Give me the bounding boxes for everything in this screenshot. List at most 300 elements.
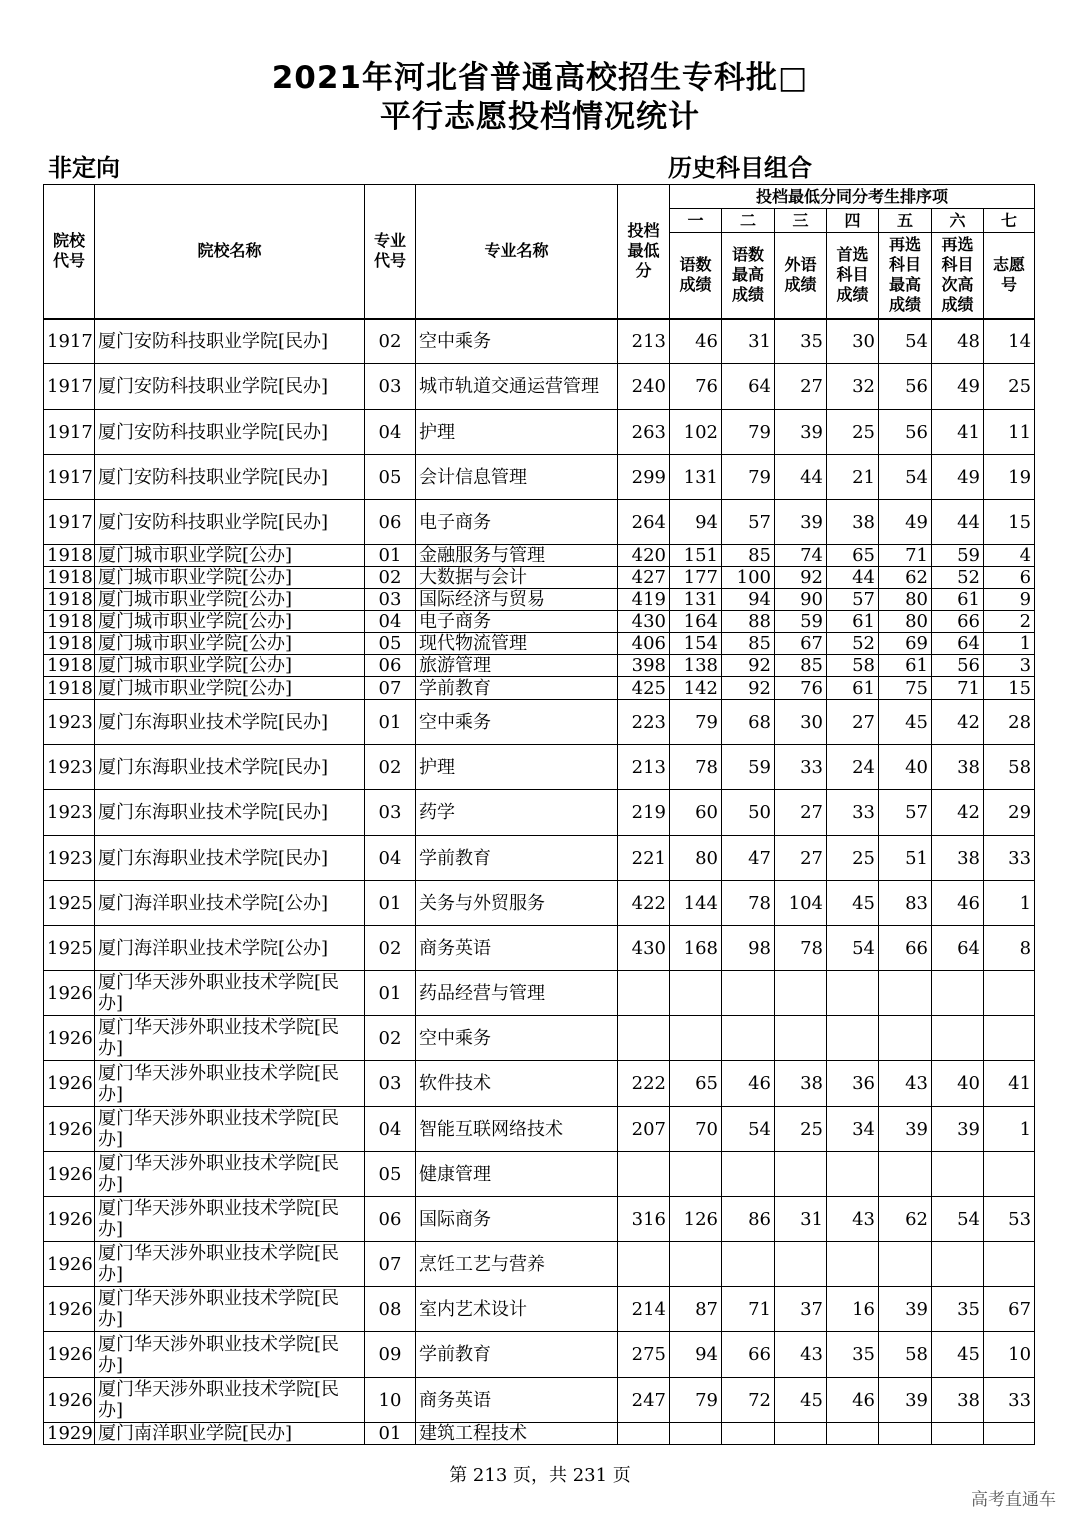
- second-subject-next-cell: 49: [932, 455, 984, 500]
- header-school-code: 院校代号: [44, 185, 95, 319]
- chinese-math-score-cell: 142: [670, 677, 722, 700]
- header-sort-number: 六: [932, 209, 984, 233]
- second-subject-max-cell: 62: [879, 1197, 932, 1242]
- major-name-cell: 护理: [416, 410, 618, 455]
- min-score-cell: 422: [618, 881, 670, 926]
- school-code-cell: 1929: [44, 1423, 95, 1445]
- foreign-language-cell: 74: [775, 545, 827, 567]
- school-code-cell: 1918: [44, 589, 95, 611]
- chinese-math-max-cell: [722, 1423, 775, 1445]
- first-subject-cell: 36: [827, 1061, 879, 1107]
- school-code-cell: 1926: [44, 1242, 95, 1287]
- foreign-language-cell: 92: [775, 567, 827, 589]
- chinese-math-score-cell: 102: [670, 410, 722, 455]
- major-name-cell: 电子商务: [416, 611, 618, 633]
- second-subject-next-cell: 71: [932, 677, 984, 700]
- school-code-cell: 1926: [44, 1332, 95, 1378]
- preference-number-cell: 9: [984, 589, 1035, 611]
- major-code-cell: 06: [365, 1197, 416, 1242]
- chinese-math-score-cell: 164: [670, 611, 722, 633]
- chinese-math-max-cell: [722, 971, 775, 1016]
- second-subject-next-cell: 41: [932, 410, 984, 455]
- major-code-cell: 05: [365, 1152, 416, 1197]
- chinese-math-max-cell: 46: [722, 1061, 775, 1107]
- min-score-cell: [618, 1016, 670, 1061]
- second-subject-next-cell: 49: [932, 364, 984, 410]
- chinese-math-max-cell: 57: [722, 500, 775, 545]
- school-code-cell: 1917: [44, 455, 95, 500]
- school-code-cell: 1917: [44, 319, 95, 364]
- second-subject-max-cell: [879, 1016, 932, 1061]
- first-subject-cell: [827, 1423, 879, 1445]
- min-score-cell: 430: [618, 611, 670, 633]
- header-sort-number: 五: [879, 209, 932, 233]
- second-subject-next-cell: [932, 1423, 984, 1445]
- major-code-cell: 04: [365, 836, 416, 881]
- foreign-language-cell: 37: [775, 1287, 827, 1332]
- major-name-cell: 会计信息管理: [416, 455, 618, 500]
- school-name-cell: 厦门华天涉外职业技术学院[民办]: [95, 1016, 365, 1061]
- second-subject-next-cell: 39: [932, 1107, 984, 1152]
- major-code-cell: 09: [365, 1332, 416, 1378]
- preference-number-cell: 25: [984, 364, 1035, 410]
- chinese-math-score-cell: 151: [670, 545, 722, 567]
- major-name-cell: 药学: [416, 790, 618, 836]
- second-subject-next-cell: 42: [932, 700, 984, 745]
- foreign-language-cell: 104: [775, 881, 827, 926]
- first-subject-cell: 24: [827, 745, 879, 790]
- school-name-cell: 厦门城市职业学院[公办]: [95, 655, 365, 677]
- header-major-name: 专业名称: [416, 185, 618, 319]
- min-score-cell: 219: [618, 790, 670, 836]
- school-name-cell: 厦门城市职业学院[公办]: [95, 589, 365, 611]
- min-score-cell: 275: [618, 1332, 670, 1378]
- second-subject-next-cell: 35: [932, 1287, 984, 1332]
- table-row: [44, 926, 1035, 971]
- second-subject-max-cell: 54: [879, 455, 932, 500]
- chinese-math-score-cell: 131: [670, 455, 722, 500]
- major-name-cell: 建筑工程技术: [416, 1423, 618, 1445]
- first-subject-cell: 21: [827, 455, 879, 500]
- chinese-math-score-cell: 79: [670, 700, 722, 745]
- major-code-cell: 01: [365, 545, 416, 567]
- major-code-cell: 04: [365, 1107, 416, 1152]
- second-subject-max-cell: 83: [879, 881, 932, 926]
- min-score-cell: 223: [618, 700, 670, 745]
- foreign-language-cell: 45: [775, 1378, 827, 1423]
- table-row: [44, 319, 1035, 364]
- first-subject-cell: 65: [827, 545, 879, 567]
- second-subject-max-cell: 61: [879, 655, 932, 677]
- subject-combination-label: 历史科目组合: [668, 154, 812, 182]
- chinese-math-max-cell: 85: [722, 633, 775, 655]
- school-name-cell: 厦门华天涉外职业技术学院[民办]: [95, 1152, 365, 1197]
- table-row: [44, 1107, 1035, 1152]
- school-name-cell: 厦门东海职业技术学院[民办]: [95, 700, 365, 745]
- major-name-cell: 室内艺术设计: [416, 1287, 618, 1332]
- school-code-cell: 1926: [44, 1287, 95, 1332]
- first-subject-cell: 34: [827, 1107, 879, 1152]
- school-code-cell: 1923: [44, 836, 95, 881]
- header-min-score: 投档最低分: [618, 185, 670, 319]
- major-name-cell: 现代物流管理: [416, 633, 618, 655]
- chinese-math-max-cell: 31: [722, 319, 775, 364]
- major-name-cell: 国际商务: [416, 1197, 618, 1242]
- major-code-cell: 05: [365, 455, 416, 500]
- school-name-cell: 厦门华天涉外职业技术学院[民办]: [95, 1242, 365, 1287]
- first-subject-cell: [827, 971, 879, 1016]
- school-code-cell: 1918: [44, 633, 95, 655]
- table-row: [44, 589, 1035, 611]
- second-subject-next-cell: 66: [932, 611, 984, 633]
- school-name-cell: 厦门华天涉外职业技术学院[民办]: [95, 1107, 365, 1152]
- first-subject-cell: 30: [827, 319, 879, 364]
- page-footer: 第 213 页，共 231 页: [449, 1465, 631, 1486]
- header-sort-item: 志愿号: [984, 233, 1035, 319]
- major-name-cell: 商务英语: [416, 926, 618, 971]
- first-subject-cell: 46: [827, 1378, 879, 1423]
- first-subject-cell: 27: [827, 700, 879, 745]
- first-subject-cell: 25: [827, 836, 879, 881]
- min-score-cell: 264: [618, 500, 670, 545]
- header-sort-number: 三: [775, 209, 827, 233]
- school-name-cell: 厦门安防科技职业学院[民办]: [95, 410, 365, 455]
- chinese-math-score-cell: 126: [670, 1197, 722, 1242]
- foreign-language-cell: 27: [775, 790, 827, 836]
- chinese-math-score-cell: 76: [670, 364, 722, 410]
- table-row: [44, 1197, 1035, 1242]
- second-subject-next-cell: 48: [932, 319, 984, 364]
- preference-number-cell: 53: [984, 1197, 1035, 1242]
- preference-number-cell: 67: [984, 1287, 1035, 1332]
- school-code-cell: 1925: [44, 881, 95, 926]
- foreign-language-cell: 67: [775, 633, 827, 655]
- foreign-language-cell: 76: [775, 677, 827, 700]
- major-name-cell: 旅游管理: [416, 655, 618, 677]
- school-name-cell: 厦门海洋职业技术学院[公办]: [95, 881, 365, 926]
- second-subject-next-cell: 64: [932, 633, 984, 655]
- second-subject-next-cell: 56: [932, 655, 984, 677]
- first-subject-cell: [827, 1152, 879, 1197]
- second-subject-next-cell: 38: [932, 745, 984, 790]
- chinese-math-max-cell: 47: [722, 836, 775, 881]
- major-name-cell: 护理: [416, 745, 618, 790]
- school-name-cell: 厦门安防科技职业学院[民办]: [95, 500, 365, 545]
- preference-number-cell: 58: [984, 745, 1035, 790]
- first-subject-cell: 32: [827, 364, 879, 410]
- chinese-math-max-cell: 94: [722, 589, 775, 611]
- preference-number-cell: 10: [984, 1332, 1035, 1378]
- header-sort-number: 七: [984, 209, 1035, 233]
- first-subject-cell: 61: [827, 611, 879, 633]
- second-subject-max-cell: 40: [879, 745, 932, 790]
- foreign-language-cell: 85: [775, 655, 827, 677]
- school-code-cell: 1925: [44, 926, 95, 971]
- major-name-cell: 药品经营与管理: [416, 971, 618, 1016]
- second-subject-max-cell: 80: [879, 589, 932, 611]
- chinese-math-score-cell: [670, 971, 722, 1016]
- school-name-cell: 厦门安防科技职业学院[民办]: [95, 319, 365, 364]
- second-subject-next-cell: 64: [932, 926, 984, 971]
- plan-type-label: 非定向: [48, 154, 120, 182]
- second-subject-max-cell: 39: [879, 1107, 932, 1152]
- second-subject-next-cell: 52: [932, 567, 984, 589]
- preference-number-cell: 11: [984, 410, 1035, 455]
- school-code-cell: 1926: [44, 1107, 95, 1152]
- major-name-cell: 空中乘务: [416, 319, 618, 364]
- chinese-math-max-cell: 79: [722, 410, 775, 455]
- second-subject-max-cell: 56: [879, 410, 932, 455]
- min-score-cell: [618, 971, 670, 1016]
- major-name-cell: 空中乘务: [416, 1016, 618, 1061]
- chinese-math-max-cell: 72: [722, 1378, 775, 1423]
- second-subject-next-cell: 38: [932, 1378, 984, 1423]
- chinese-math-max-cell: [722, 1152, 775, 1197]
- school-name-cell: 厦门华天涉外职业技术学院[民办]: [95, 1378, 365, 1423]
- preference-number-cell: 2: [984, 611, 1035, 633]
- foreign-language-cell: 33: [775, 745, 827, 790]
- preference-number-cell: [984, 1152, 1035, 1197]
- major-code-cell: 02: [365, 319, 416, 364]
- second-subject-next-cell: [932, 1016, 984, 1061]
- chinese-math-max-cell: 50: [722, 790, 775, 836]
- school-code-cell: 1926: [44, 1061, 95, 1107]
- school-name-cell: 厦门城市职业学院[公办]: [95, 611, 365, 633]
- first-subject-cell: 54: [827, 926, 879, 971]
- second-subject-max-cell: 39: [879, 1378, 932, 1423]
- table-row: [44, 1423, 1035, 1445]
- school-name-cell: 厦门城市职业学院[公办]: [95, 545, 365, 567]
- preference-number-cell: 1: [984, 1107, 1035, 1152]
- foreign-language-cell: 39: [775, 500, 827, 545]
- second-subject-max-cell: 39: [879, 1287, 932, 1332]
- chinese-math-score-cell: 94: [670, 1332, 722, 1378]
- table-row: [44, 1061, 1035, 1107]
- school-code-cell: 1918: [44, 655, 95, 677]
- watermark: 高考直通车: [971, 1490, 1056, 1510]
- foreign-language-cell: [775, 1423, 827, 1445]
- school-code-cell: 1917: [44, 410, 95, 455]
- chinese-math-max-cell: 54: [722, 1107, 775, 1152]
- school-name-cell: 厦门城市职业学院[公办]: [95, 633, 365, 655]
- table-row: [44, 545, 1035, 567]
- major-code-cell: 04: [365, 410, 416, 455]
- major-code-cell: 01: [365, 700, 416, 745]
- preference-number-cell: 1: [984, 633, 1035, 655]
- chinese-math-score-cell: 46: [670, 319, 722, 364]
- foreign-language-cell: 25: [775, 1107, 827, 1152]
- table-row: [44, 455, 1035, 500]
- min-score-cell: 213: [618, 319, 670, 364]
- chinese-math-max-cell: [722, 1242, 775, 1287]
- first-subject-cell: [827, 1016, 879, 1061]
- foreign-language-cell: 43: [775, 1332, 827, 1378]
- first-subject-cell: 52: [827, 633, 879, 655]
- first-subject-cell: 43: [827, 1197, 879, 1242]
- table-row: [44, 567, 1035, 589]
- major-name-cell: 大数据与会计: [416, 567, 618, 589]
- table-row: [44, 1152, 1035, 1197]
- min-score-cell: 263: [618, 410, 670, 455]
- first-subject-cell: 33: [827, 790, 879, 836]
- chinese-math-max-cell: 79: [722, 455, 775, 500]
- school-code-cell: 1923: [44, 745, 95, 790]
- header-school-name: 院校名称: [95, 185, 365, 319]
- major-name-cell: 烹饪工艺与营养: [416, 1242, 618, 1287]
- chinese-math-max-cell: 68: [722, 700, 775, 745]
- second-subject-max-cell: 45: [879, 700, 932, 745]
- second-subject-next-cell: 46: [932, 881, 984, 926]
- school-code-cell: 1917: [44, 364, 95, 410]
- second-subject-max-cell: [879, 1423, 932, 1445]
- second-subject-max-cell: [879, 1242, 932, 1287]
- table-row: [44, 745, 1035, 790]
- first-subject-cell: 25: [827, 410, 879, 455]
- foreign-language-cell: 30: [775, 700, 827, 745]
- major-code-cell: 02: [365, 567, 416, 589]
- header-sort-number: 一: [670, 209, 722, 233]
- min-score-cell: 430: [618, 926, 670, 971]
- major-code-cell: 06: [365, 655, 416, 677]
- header-major-code: 专业代号: [365, 185, 416, 319]
- second-subject-max-cell: 75: [879, 677, 932, 700]
- chinese-math-max-cell: 66: [722, 1332, 775, 1378]
- preference-number-cell: 41: [984, 1061, 1035, 1107]
- school-code-cell: 1926: [44, 971, 95, 1016]
- table-row: [44, 364, 1035, 410]
- table-row: [44, 1287, 1035, 1332]
- chinese-math-score-cell: 87: [670, 1287, 722, 1332]
- foreign-language-cell: 90: [775, 589, 827, 611]
- school-code-cell: 1918: [44, 677, 95, 700]
- second-subject-next-cell: 61: [932, 589, 984, 611]
- second-subject-next-cell: 42: [932, 790, 984, 836]
- first-subject-cell: 16: [827, 1287, 879, 1332]
- chinese-math-max-cell: 98: [722, 926, 775, 971]
- table-row: [44, 655, 1035, 677]
- min-score-cell: 221: [618, 836, 670, 881]
- chinese-math-score-cell: 144: [670, 881, 722, 926]
- chinese-math-max-cell: 78: [722, 881, 775, 926]
- min-score-cell: [618, 1152, 670, 1197]
- chinese-math-score-cell: 138: [670, 655, 722, 677]
- min-score-cell: 207: [618, 1107, 670, 1152]
- table-row: [44, 790, 1035, 836]
- chinese-math-max-cell: 59: [722, 745, 775, 790]
- second-subject-max-cell: 56: [879, 364, 932, 410]
- foreign-language-cell: [775, 971, 827, 1016]
- table-row: [44, 1332, 1035, 1378]
- major-code-cell: 03: [365, 1061, 416, 1107]
- second-subject-next-cell: 54: [932, 1197, 984, 1242]
- preference-number-cell: 4: [984, 545, 1035, 567]
- foreign-language-cell: 78: [775, 926, 827, 971]
- chinese-math-score-cell: [670, 1242, 722, 1287]
- second-subject-next-cell: [932, 1152, 984, 1197]
- major-name-cell: 空中乘务: [416, 700, 618, 745]
- table-row: [44, 700, 1035, 745]
- preference-number-cell: 15: [984, 677, 1035, 700]
- min-score-cell: 247: [618, 1378, 670, 1423]
- first-subject-cell: [827, 1242, 879, 1287]
- major-name-cell: 商务英语: [416, 1378, 618, 1423]
- major-name-cell: 学前教育: [416, 677, 618, 700]
- school-name-cell: 厦门海洋职业技术学院[公办]: [95, 926, 365, 971]
- second-subject-max-cell: 54: [879, 319, 932, 364]
- chinese-math-score-cell: 80: [670, 836, 722, 881]
- second-subject-max-cell: 71: [879, 545, 932, 567]
- second-subject-next-cell: [932, 971, 984, 1016]
- min-score-cell: 427: [618, 567, 670, 589]
- chinese-math-max-cell: 64: [722, 364, 775, 410]
- major-name-cell: 国际经济与贸易: [416, 589, 618, 611]
- preference-number-cell: 33: [984, 836, 1035, 881]
- table-row: [44, 881, 1035, 926]
- second-subject-max-cell: 58: [879, 1332, 932, 1378]
- preference-number-cell: 8: [984, 926, 1035, 971]
- foreign-language-cell: 35: [775, 319, 827, 364]
- second-subject-max-cell: 51: [879, 836, 932, 881]
- min-score-cell: 240: [618, 364, 670, 410]
- chinese-math-max-cell: 71: [722, 1287, 775, 1332]
- page-title: 2021年河北省普通高校招生专科批□: [271, 60, 809, 96]
- chinese-math-max-cell: 100: [722, 567, 775, 589]
- min-score-cell: 398: [618, 655, 670, 677]
- major-name-cell: 学前教育: [416, 836, 618, 881]
- second-subject-max-cell: 80: [879, 611, 932, 633]
- min-score-cell: 419: [618, 589, 670, 611]
- major-code-cell: 01: [365, 971, 416, 1016]
- school-code-cell: 1926: [44, 1016, 95, 1061]
- major-code-cell: 03: [365, 589, 416, 611]
- second-subject-max-cell: [879, 1152, 932, 1197]
- second-subject-next-cell: [932, 1242, 984, 1287]
- min-score-cell: 420: [618, 545, 670, 567]
- major-code-cell: 05: [365, 633, 416, 655]
- major-name-cell: 软件技术: [416, 1061, 618, 1107]
- chinese-math-score-cell: 78: [670, 745, 722, 790]
- foreign-language-cell: [775, 1242, 827, 1287]
- school-name-cell: 厦门安防科技职业学院[民办]: [95, 364, 365, 410]
- table-row: [44, 1242, 1035, 1287]
- min-score-cell: [618, 1423, 670, 1445]
- chinese-math-score-cell: 60: [670, 790, 722, 836]
- header-sort-item: 语数成绩: [670, 233, 722, 319]
- major-name-cell: 智能互联网络技术: [416, 1107, 618, 1152]
- major-name-cell: 电子商务: [416, 500, 618, 545]
- school-code-cell: 1923: [44, 700, 95, 745]
- chinese-math-score-cell: 168: [670, 926, 722, 971]
- min-score-cell: 222: [618, 1061, 670, 1107]
- header-sort-item: 首选科目成绩: [827, 233, 879, 319]
- second-subject-max-cell: 57: [879, 790, 932, 836]
- school-name-cell: 厦门东海职业技术学院[民办]: [95, 790, 365, 836]
- chinese-math-max-cell: 85: [722, 545, 775, 567]
- first-subject-cell: 44: [827, 567, 879, 589]
- major-code-cell: 01: [365, 1423, 416, 1445]
- preference-number-cell: 6: [984, 567, 1035, 589]
- chinese-math-score-cell: [670, 1016, 722, 1061]
- school-name-cell: 厦门华天涉外职业技术学院[民办]: [95, 1332, 365, 1378]
- foreign-language-cell: 31: [775, 1197, 827, 1242]
- chinese-math-score-cell: 79: [670, 1378, 722, 1423]
- school-code-cell: 1918: [44, 545, 95, 567]
- major-name-cell: 关务与外贸服务: [416, 881, 618, 926]
- first-subject-cell: 35: [827, 1332, 879, 1378]
- foreign-language-cell: [775, 1016, 827, 1061]
- major-code-cell: 01: [365, 881, 416, 926]
- chinese-math-max-cell: 92: [722, 677, 775, 700]
